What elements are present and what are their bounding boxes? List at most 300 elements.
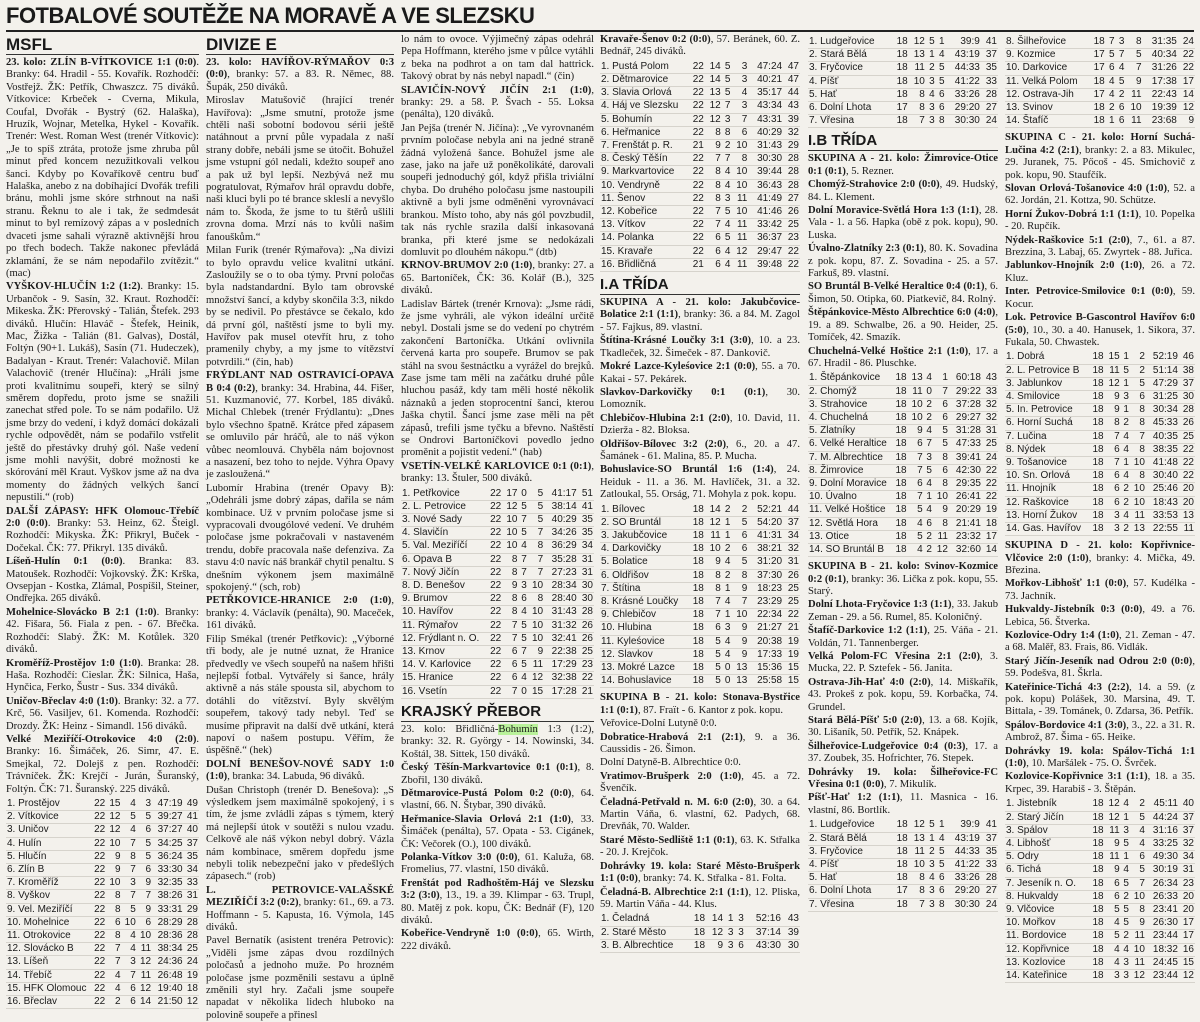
stat-cell: 9: [731, 648, 748, 661]
stat-cell: 4: [926, 872, 936, 885]
stat-cell: 8: [502, 606, 518, 619]
table-row: [600, 622, 800, 635]
coach-quote: Lubomír Hrabina (trenér Opavy B): „Odehráli jsme dobrý zápas, dařila se nám kombinace. Už v prvním poločase jsme si vypracovali dvougólové vedení. Ve druhém poločase jsme pokračovali v nastaveném trendu, dobře pracovala naše defenziva. Za stavu 4:0 navíc náš brankář chytil penaltu. S dnešním výkonem jsem maximálně spokojený.“ (sch, rob): [206, 482, 394, 594]
stat-cell: 24: [981, 898, 998, 911]
stat-cell: 36:24: [152, 850, 184, 863]
table-row: [1005, 890, 1195, 903]
stat-cell: 5: [1130, 864, 1146, 877]
stat-cell: 6: [1106, 62, 1116, 75]
result-lead: Heřmanice-Slavia Orlová 2:1 (1:0): [401, 813, 571, 825]
stat-cell: 38:34: [152, 943, 184, 956]
table-row: [600, 504, 800, 517]
stat-cell: 10: [1130, 943, 1146, 956]
stat-cell: 18: [1089, 36, 1106, 49]
stat-cell: 3: [926, 898, 936, 911]
stat-cell: 19: [982, 504, 998, 517]
stat-cell: 17:33: [748, 648, 783, 661]
stat-cell: 26: [783, 569, 800, 582]
result-lead: Čeladná-Petřvald n. M. 6:0 (2:0): [600, 796, 754, 808]
stat-cell: 39:9: [946, 36, 981, 49]
stat-cell: 4: [722, 179, 732, 192]
table-row: [600, 609, 800, 622]
match-report: Štafíč-Darkovice 1:2 (1:1), 25. Váňa - 21. Voldán, 71. Tannenberger.: [808, 625, 999, 649]
stat-cell: 6: [518, 593, 527, 606]
stat-cell: 5: [936, 75, 946, 88]
stat-cell: 22: [486, 553, 502, 566]
stat-cell: 12: [1178, 102, 1195, 115]
match-report: Dohrávky 19. kola: Šilheřovice-FC Vřesina 0:1 (0:0), 7. Mikulík.: [808, 766, 998, 791]
stat-cell: 18: [892, 819, 909, 832]
table-row: [600, 232, 800, 245]
stat-cell: 23:41: [1146, 903, 1179, 916]
table-row: [1005, 351, 1195, 364]
stat-cell: 37: [783, 516, 800, 529]
stat-cell: 22: [91, 969, 106, 982]
stat-cell: 4: [1130, 824, 1146, 837]
stat-cell: 28: [184, 930, 199, 943]
stat-cell: 8: [722, 126, 732, 139]
stat-cell: 22: [688, 219, 705, 232]
table-row: [808, 491, 998, 504]
stat-cell: 17: [502, 488, 518, 501]
stat-cell: 25: [783, 219, 800, 232]
stat-cell: 44: [783, 504, 800, 517]
stat-cell: 22: [486, 685, 502, 698]
team-cell: 6. Dolní Lhota: [808, 102, 892, 115]
stat-cell: 7: [518, 646, 527, 659]
team-cell: 10. Vendryně: [600, 179, 688, 192]
stat-cell: 35: [981, 62, 998, 75]
stat-cell: 7: [122, 890, 137, 903]
team-cell: 11. Otrokovice: [6, 930, 91, 943]
stat-cell: 43: [783, 100, 800, 113]
team-cell: 7. Jeseník n. O.: [1005, 877, 1089, 890]
table-row: [1005, 443, 1195, 456]
stat-cell: 18: [892, 62, 909, 75]
stat-cell: 6: [1105, 483, 1121, 496]
team-cell: 10. Hlubina: [600, 622, 688, 635]
stat-cell: 5: [122, 903, 137, 916]
column-ib-c-d: [1005, 34, 1196, 981]
stat-cell: 19:39: [1143, 102, 1178, 115]
stat-cell: 3: [926, 858, 936, 871]
stat-cell: 22: [91, 943, 106, 956]
stat-cell: 32: [982, 398, 998, 411]
stat-cell: 5: [926, 36, 936, 49]
stat-cell: 15: [783, 662, 800, 675]
stat-cell: 8: [1130, 417, 1146, 430]
stat-cell: 31:32: [544, 619, 578, 632]
stat-cell: 7: [1116, 49, 1126, 62]
table-row: [600, 206, 800, 219]
table-row: [600, 87, 800, 100]
team-cell: 8. Krásné Loučky: [600, 595, 688, 608]
stat-cell: 39: [783, 113, 800, 126]
stat-cell: 26:48: [152, 969, 184, 982]
stat-cell: 0: [518, 685, 527, 698]
match-report: VYŠKOV-HLUČÍN 1:2 (1:2). Branky: 15. Urbančok - 9. Sasín, 32. Kraut. Rozhodčí: Mikeska. ŽK: Přerovský - Talián, Štefek. 293 diváků. Hlučín: Hlaváč - Štefek, Heinik, Mac, Žižka - Talián (81. Galvas), Dostál, Foltýn (90+1. Lukáš), Sasín (71. Hudeczek), Badalyan - Kraut. Trenér: Valachovič. Milan Valachovič (trenér Hlučína): „Hráli jsme proti kvalitnímu soupeři, který se silný směrem dopředu, proto jsme se snažili zanechat střed pole. To se nám podařilo. Už jsme brzy do vedení, i když domácí dokázali rychle odpovědět, nám se podařilo vstřelit ještě do přestávky druhý gól. Naše vedení jsme mohli navýšit, dobré možnosti ke skórování měl Kraut. Vyškov jsme až na dva momenty do žádných velkých šancí nepustili.“ (rob): [6, 281, 199, 504]
stat-cell: 13: [731, 675, 748, 688]
stat-cell: 5: [1121, 903, 1130, 916]
team-cell: 14. SO Bruntál B: [808, 543, 892, 556]
stat-cell: 9: [933, 504, 949, 517]
table-row: [401, 514, 594, 527]
stat-cell: 2: [924, 398, 933, 411]
stat-cell: 39: [782, 926, 800, 939]
team-cell: 7. Štítina: [600, 582, 688, 595]
stat-cell: 18: [688, 556, 705, 569]
stat-cell: 5: [137, 811, 152, 824]
stat-cell: 11: [933, 530, 949, 543]
stat-cell: 27: [783, 192, 800, 205]
table-row: [401, 488, 594, 501]
stat-cell: 19: [783, 635, 800, 648]
match-report: Dolní Datyně-B. Albrechtice 0:0.: [600, 757, 741, 769]
table-row: [401, 672, 594, 685]
team-cell: 10. Mořkov: [1005, 917, 1089, 930]
stat-cell: 20: [1179, 903, 1195, 916]
team-cell: 4. Píšť: [808, 75, 892, 88]
team-cell: 12. Kopřivnice: [1005, 943, 1089, 956]
team-cell: 1. Jistebník: [1005, 798, 1089, 811]
team-cell: 3. Fryčovice: [808, 62, 892, 75]
stat-cell: 1: [1106, 115, 1116, 128]
table-row: [600, 516, 800, 529]
stat-cell: 22: [982, 464, 998, 477]
team-cell: 3. Fryčovice: [808, 845, 892, 858]
team-cell: 14. Polanka: [600, 232, 688, 245]
team-cell: 13. Mokré Lazce: [600, 662, 688, 675]
result-lead: Horní Žukov-Dobrá 1:1 (1:1): [1005, 208, 1139, 220]
stat-cell: 28: [578, 606, 594, 619]
stat-cell: 8: [933, 517, 949, 530]
stat-cell: 18: [1089, 837, 1105, 850]
match-report: Úvalno-Zlatníky 2:3 (0:1), 80. K. Sovadina z pok. kopu, 87. Z. Sovadina - 25. a 57. Farkuš, 89. vlastní.: [808, 243, 999, 280]
table-row: [808, 102, 998, 115]
stat-cell: 3: [724, 939, 734, 952]
stat-cell: 18: [1089, 496, 1105, 509]
stat-cell: 9: [1105, 864, 1121, 877]
team-cell: 5. Hať: [808, 88, 892, 101]
stat-cell: 4: [926, 88, 936, 101]
table-row: [401, 553, 594, 566]
team-cell: 12. Slavkov: [600, 648, 688, 661]
table-row: [1005, 956, 1195, 969]
stat-cell: 22: [578, 672, 594, 685]
match-report: Dolní Moravice-Světlá Hora 1:3 (1:1), 28. Vala - 1. a 56. Hapka (obě z pok. kopu), 90. Luska.: [808, 205, 999, 241]
team-cell: 14. Kateřinice: [1005, 969, 1089, 982]
stat-cell: 10: [705, 543, 722, 556]
stat-cell: 18: [1089, 364, 1105, 377]
stat-cell: 17: [1179, 930, 1195, 943]
stat-cell: 18: [892, 438, 908, 451]
stat-cell: 39:27: [152, 811, 184, 824]
stat-cell: 3: [122, 956, 137, 969]
stat-cell: 7: [502, 685, 518, 698]
table-row: [600, 648, 800, 661]
table-row: [6, 811, 199, 824]
table-row: [1005, 917, 1195, 930]
stat-cell: 26:41: [949, 491, 982, 504]
stat-cell: 7: [518, 553, 527, 566]
stat-cell: 19:40: [152, 982, 184, 995]
stat-cell: 7: [908, 451, 924, 464]
stat-cell: 36:43: [748, 179, 783, 192]
match-report: Hukvaldy-Jistebník 0:3 (0:0), 49. a 76. Lebica, 56. Štverka.: [1005, 604, 1195, 628]
stat-cell: 4: [1105, 943, 1121, 956]
stat-cell: 18: [1089, 443, 1105, 456]
stat-cell: 4: [1121, 798, 1130, 811]
stat-cell: 18: [688, 543, 705, 556]
team-cell: 6. Heřmanice: [600, 126, 688, 139]
stat-cell: 22: [783, 609, 800, 622]
stat-cell: 23:68: [1143, 115, 1178, 128]
table-row: [401, 659, 594, 672]
stat-cell: 22: [486, 619, 502, 632]
result-lead: Mohelnice-Slovácko B 2:1 (1:0): [6, 606, 157, 618]
stat-cell: 40: [184, 824, 199, 837]
stat-cell: 52:19: [1146, 351, 1179, 364]
stat-cell: 6: [1116, 115, 1126, 128]
stat-cell: 4: [1121, 509, 1130, 522]
stat-cell: 4: [1121, 443, 1130, 456]
section-title-krajsky-prebor: KRAJSKÝ PŘEBOR: [401, 703, 594, 722]
team-cell: 7. Frenštát p. R.: [600, 140, 688, 153]
stat-cell: 25: [783, 582, 800, 595]
stat-cell: 4: [122, 930, 137, 943]
stat-cell: 40:35: [1146, 430, 1179, 443]
stat-cell: 6: [908, 477, 924, 490]
stat-cell: 13: [908, 372, 924, 385]
stat-cell: 25:46: [1146, 483, 1179, 496]
table-row: [1005, 824, 1195, 837]
stat-cell: 9: [1130, 917, 1146, 930]
stat-cell: 8: [502, 593, 518, 606]
stat-cell: 22:38: [544, 646, 578, 659]
result-lead: FRÝDLANT NAD OSTRAVICÍ-OPAVA B 0:4 (0:2): [206, 370, 394, 394]
stat-cell: 14: [706, 913, 724, 926]
stat-cell: 25:58: [748, 675, 783, 688]
stat-cell: 26: [1179, 417, 1195, 430]
stat-cell: 32: [982, 411, 998, 424]
match-report: SKUPINA A - 21. kolo: Jakubčovice-Bolatice 2:1 (1:1), branky: 36. a 84. M. Zagol - 57. Fajkus, 89. vlastní.: [600, 297, 800, 333]
stat-cell: 18: [892, 543, 908, 556]
table-row: [401, 632, 594, 645]
stat-cell: 10: [502, 540, 518, 553]
stat-cell: 33: [184, 877, 199, 890]
stat-cell: 4: [1116, 62, 1126, 75]
stat-cell: 11: [908, 385, 924, 398]
stat-cell: 8: [909, 102, 926, 115]
match-report: Slavkov-Darkovičky 0:1 (0:1), 30. Lomozník.: [600, 386, 800, 411]
stat-cell: 29:20: [946, 885, 981, 898]
stat-cell: 41:46: [748, 206, 783, 219]
table-row: [600, 166, 800, 179]
stat-cell: 30: [782, 939, 800, 952]
stat-cell: 46: [1179, 351, 1195, 364]
stat-cell: 13: [731, 662, 748, 675]
team-cell: 7. Nový Jičín: [401, 566, 486, 579]
match-report: 23. kolo: HAVÍŘOV-RÝMAŘOV 0:3 (0:0), branky: 57. a 83. R. Němec, 88. Šupák, 250 diváků.: [206, 57, 394, 93]
match-report: Čeladná-Petřvald n. M. 6:0 (2:0), 30. a 64. Martin Váňa, 6. vlastní, 62. Padych, 68. Drevňák, 70. Walder.: [600, 796, 800, 833]
stat-cell: 0: [722, 675, 732, 688]
stat-cell: 43:34: [748, 100, 783, 113]
stat-cell: 3: [722, 622, 732, 635]
stat-cell: 3: [1105, 509, 1121, 522]
stat-cell: 22: [486, 488, 502, 501]
stat-cell: 5: [722, 74, 732, 87]
stat-cell: 7: [705, 153, 722, 166]
stat-cell: 44:33: [946, 845, 981, 858]
result-lead: Bohuslavice-SO Bruntál 1:6 (1:4): [600, 464, 774, 476]
stat-cell: 10: [122, 916, 137, 929]
stat-cell: 4: [924, 504, 933, 517]
table-row: [600, 113, 800, 126]
stat-cell: 17: [982, 530, 998, 543]
team-cell: 16. Břidličná: [600, 258, 688, 271]
table-row: [808, 411, 998, 424]
stat-cell: 9: [1105, 837, 1121, 850]
stat-cell: 18: [892, 517, 908, 530]
stat-cell: 40:34: [1143, 49, 1178, 62]
result-lead: Čeladná-B. Albrechtice 2:1 (1:1): [600, 886, 749, 898]
match-report: Chuchelná-Velké Hoštice 2:1 (1:0), 17. a 67. Hradil - 86. Pluschke.: [808, 345, 999, 369]
match-report: Kravaře-Šenov 0:2 (0:0), 57. Beránek, 60. Z. Bednář, 245 diváků.: [600, 34, 800, 58]
stat-cell: 22: [688, 74, 705, 87]
stat-cell: 18: [688, 648, 705, 661]
team-cell: 8. Hukvaldy: [1005, 890, 1089, 903]
stat-cell: 18: [688, 675, 705, 688]
result-lead: Štěpánkovice-Město Albrechtice 6:0 (4:0): [808, 307, 996, 319]
table-row: [600, 556, 800, 569]
stat-cell: 18: [1089, 956, 1105, 969]
stat-cell: 24: [184, 956, 199, 969]
stat-cell: 6: [936, 872, 946, 885]
table-row: [808, 477, 998, 490]
stat-cell: 7: [137, 890, 152, 903]
stat-cell: 23: [578, 659, 594, 672]
stat-cell: 31:43: [748, 140, 783, 153]
stat-cell: 19: [184, 969, 199, 982]
column-ib-a-b: [808, 34, 998, 956]
result-lead: SKUPINA B - 21. kolo: Stonava-Bystřice 1:1 (0:1): [600, 692, 800, 716]
stat-cell: 8: [106, 890, 121, 903]
stat-cell: 22: [688, 245, 705, 258]
column-divize-continued: [401, 34, 594, 956]
stat-cell: 18: [1089, 890, 1105, 903]
stat-cell: 32:35: [152, 877, 184, 890]
stat-cell: 11: [1130, 930, 1146, 943]
result-lead: Dohrávky 19. kola: Staré Město-Brušperk 1:1 (0:0): [600, 860, 800, 885]
stat-cell: 18: [892, 372, 908, 385]
result-lead: Mokré Lazce-Kyleśovice 2:1 (0:0): [600, 361, 756, 373]
result-lead: SKUPINA B - 21. kolo: Svinov-Kozmice 0:2 (0:1): [808, 561, 998, 585]
table-row: [1005, 75, 1195, 88]
stat-cell: 4: [936, 49, 946, 62]
stat-cell: 38:21: [748, 543, 783, 556]
stat-cell: 8: [1130, 470, 1146, 483]
stat-cell: 13: [705, 87, 722, 100]
table-row: [1005, 36, 1195, 49]
stat-cell: 14: [1178, 88, 1195, 101]
stat-cell: 3: [1121, 824, 1130, 837]
match-report: Staré Město-Sedliště 1:1 (0:1), 63. K. Střalka - 20. J. Krejčok.: [600, 834, 800, 859]
stat-cell: 18: [688, 595, 705, 608]
result-lead: SLAVIČÍN-NOVÝ JIČÍN 2:1 (1:0): [401, 84, 592, 96]
stat-cell: 5: [933, 438, 949, 451]
stat-cell: 10: [731, 206, 748, 219]
stat-cell: 1: [1121, 377, 1130, 390]
stat-cell: 3: [1105, 522, 1121, 535]
stat-cell: 12: [528, 672, 544, 685]
stat-cell: 8: [122, 850, 137, 863]
stat-cell: 34: [783, 529, 800, 542]
stat-cell: 9: [106, 850, 121, 863]
stat-cell: 22: [486, 672, 502, 685]
stat-cell: 5: [908, 504, 924, 517]
table-row: [808, 872, 998, 885]
stat-cell: 31:35: [1143, 36, 1178, 49]
stat-cell: 22: [91, 863, 106, 876]
stat-cell: 37: [981, 832, 998, 845]
match-report: Chlebičov-Hlubina 2:1 (2:0), 10. David, 11. Dzierža - 82. Bloksa.: [600, 412, 800, 437]
stat-cell: 14: [137, 996, 152, 1009]
report-text: 23. kolo: Břidličná-: [401, 723, 499, 735]
stat-cell: 18: [1089, 430, 1105, 443]
match-report: Líšeň-Hulín 0:1 (0:0). Branka: 83. Matoušek. Rozhodčí: Vojkovský. ŽK: Krška, Ovsepjan - Kostka, Zlámal, Pospíšil, Steiner, Ondřejka. 265 diváků.: [6, 556, 199, 605]
stat-cell: 41:22: [946, 75, 981, 88]
stat-cell: 5: [518, 527, 527, 540]
stat-cell: 18: [688, 939, 706, 952]
stat-cell: 10: [1130, 496, 1146, 509]
stat-cell: 18: [1089, 522, 1105, 535]
stat-cell: 7: [731, 595, 748, 608]
result-lead: Dohrávky 19. kola: Spálov-Tichá 1:1 (1:0): [1005, 745, 1195, 770]
match-report: Šilheřovice-Ludgeřovice 0:4 (0:3), 17. a 37. Zoubek, 35. Hofrichter, 76. Stepek.: [808, 740, 998, 765]
stat-cell: 5: [722, 87, 732, 100]
stat-cell: 22: [91, 982, 106, 995]
stat-cell: 3: [926, 885, 936, 898]
team-cell: 2. Chomýž: [808, 385, 892, 398]
stat-cell: 22: [1179, 470, 1195, 483]
stat-cell: 9: [706, 939, 724, 952]
match-report: Mořkov-Libhošť 1:1 (0:0), 57. Kudélka - 73. Jachník.: [1005, 578, 1195, 602]
team-cell: 8. Vyškov: [6, 890, 91, 903]
stat-cell: 1: [926, 49, 936, 62]
match-report: Čeladná-B. Albrechtice 2:1 (1:1), 12. Pliska, 59. Martin Váňa - 44. Klus.: [600, 886, 800, 910]
team-cell: 1. Čeladná: [600, 913, 688, 926]
stat-cell: 18: [892, 451, 908, 464]
table-row: [600, 543, 800, 556]
stat-cell: 25: [783, 595, 800, 608]
stat-cell: 15: [528, 685, 544, 698]
stat-cell: 6: [731, 126, 748, 139]
stat-cell: 30: [1179, 390, 1195, 403]
table-row: [401, 527, 594, 540]
stat-cell: 4: [122, 943, 137, 956]
table-row: [6, 916, 199, 929]
stat-cell: 32: [783, 126, 800, 139]
stat-cell: 6: [734, 939, 744, 952]
stat-cell: 6: [1130, 851, 1146, 864]
stat-cell: 22: [486, 540, 502, 553]
table-row: [808, 858, 998, 871]
stat-cell: 18: [892, 425, 908, 438]
table-row: [808, 49, 998, 62]
team-cell: 5. Bolatice: [600, 556, 688, 569]
table-row: [808, 88, 998, 101]
stat-cell: 18: [892, 832, 909, 845]
